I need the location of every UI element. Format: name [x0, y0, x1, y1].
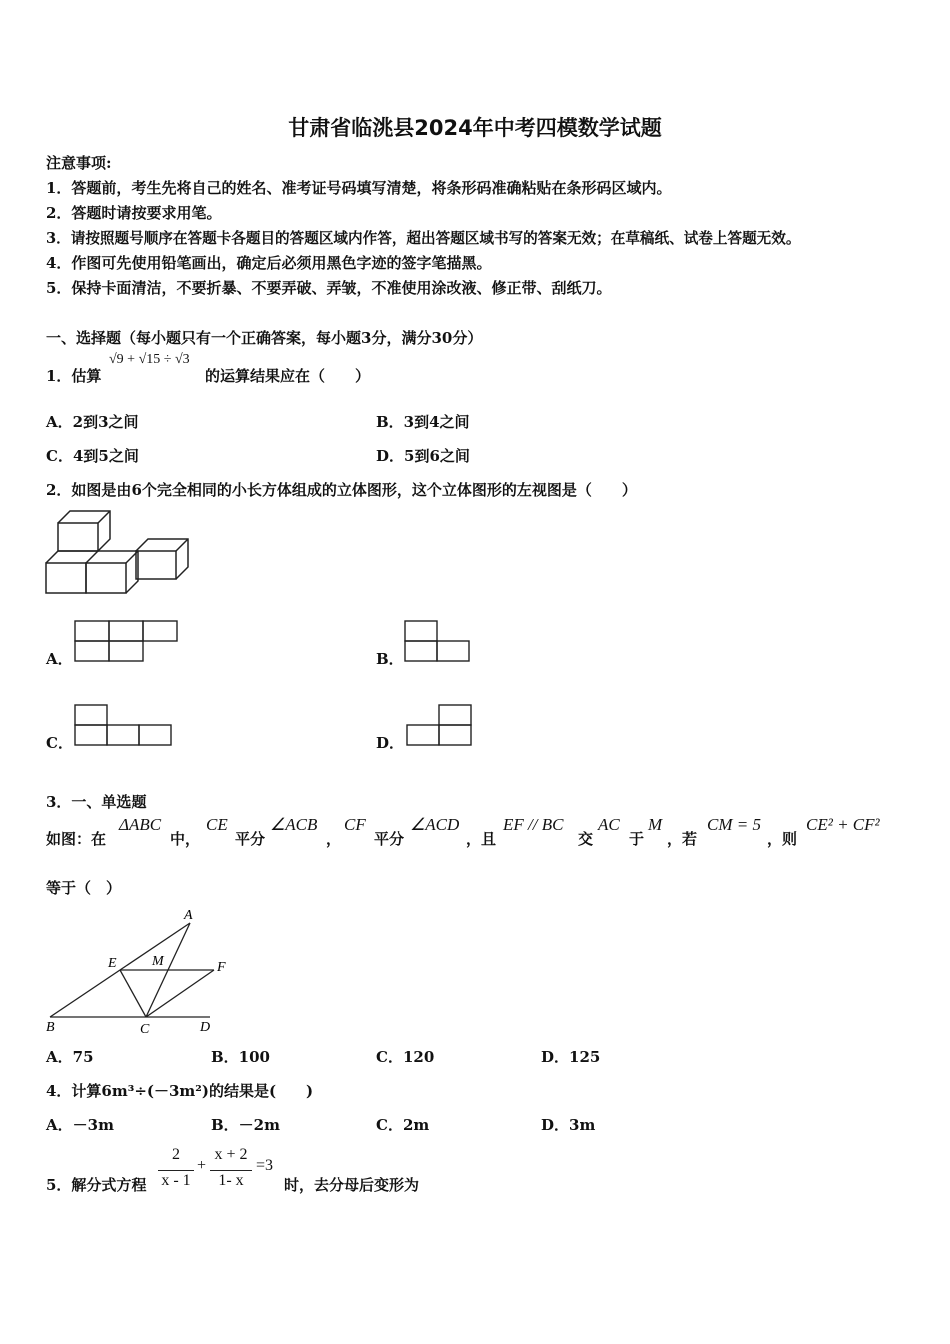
option-d: D．125	[541, 1048, 601, 1066]
q3-math: CM = 5	[707, 815, 761, 834]
q3-math: CF	[344, 815, 366, 834]
point-label: D	[200, 1020, 211, 1035]
fraction-1-numerator: 2	[172, 1146, 180, 1163]
point-label: M	[152, 954, 164, 969]
point-label: E	[108, 956, 117, 971]
q3-math: ∠ACD	[410, 815, 460, 834]
q3-math: EF // BC	[503, 815, 564, 834]
option-b: B．	[376, 650, 404, 668]
plus-sign: +	[197, 1157, 207, 1174]
point-label: F	[217, 960, 226, 975]
fraction-1-denominator: x - 1	[161, 1172, 191, 1189]
question-4-stem: 4．计算6m³÷(－3m²)的结果是( )	[46, 1082, 314, 1100]
q3-text: 交	[578, 830, 594, 848]
q3-text: ，若	[667, 830, 698, 848]
section-heading: 一、选择题（每小题只有一个正确答案，每小题3分，满分30分）	[46, 329, 483, 347]
triangle-figure	[42, 905, 242, 1037]
option-a-view	[73, 619, 183, 665]
q3-math: CE	[206, 815, 228, 834]
option-c: C．120	[376, 1048, 435, 1066]
q3-text: 平分	[374, 830, 405, 848]
question-2-stem: 2．如图是由6个完全相同的小长方体组成的立体图形，这个立体图形的左视图是（ ）	[46, 481, 637, 499]
q3-math: M	[648, 815, 663, 834]
q3-math: AC	[598, 815, 620, 834]
point-label: B	[46, 1020, 55, 1035]
fraction-2-numerator: x + 2	[214, 1146, 248, 1163]
notice-item: 2．答题时请按要求用笔。	[46, 204, 222, 222]
option-a: A．－3m	[46, 1116, 114, 1134]
question-1-prefix: 1．估算	[46, 367, 102, 385]
option-d: D．	[376, 734, 405, 752]
q3-math: CE² + CF²	[806, 815, 880, 834]
fraction-bar	[210, 1170, 252, 1171]
point-label: A	[184, 908, 193, 923]
q3-text: 于	[629, 830, 645, 848]
question-3-tail: 等于（ ）	[46, 879, 122, 897]
question-5-suffix: 时，去分母后变形为	[284, 1176, 420, 1194]
option-c: C．	[46, 734, 73, 752]
question-3-header: 3．一、单选题	[46, 793, 147, 811]
option-a: A．75	[46, 1048, 94, 1066]
q3-text: 中，	[170, 830, 201, 848]
notice-item: 1．答题前，考生先将自己的姓名、准考证号码填写清楚，将条形码准确粘贴在条形码区域内。	[46, 179, 672, 197]
option-b: B．－2m	[211, 1116, 280, 1134]
option-d: D．3m	[541, 1116, 596, 1134]
option-d: D．5到6之间	[376, 447, 470, 465]
option-c: C．2m	[376, 1116, 430, 1134]
page-title: 甘肃省临洮县2024年中考四模数学试题	[288, 116, 662, 140]
fraction-bar	[158, 1170, 194, 1171]
solid-figure	[44, 507, 196, 597]
notice-item: 5．保持卡面清洁，不要折暴、不要弄破、弄皱，不准使用涂改液、修正带、刮纸刀。	[46, 279, 612, 297]
point-label: C	[140, 1022, 150, 1037]
question-5-prefix: 5．解分式方程	[46, 1176, 147, 1194]
option-b-view	[403, 619, 475, 665]
option-d-view	[405, 703, 475, 749]
q3-math: ∠ACB	[270, 815, 318, 834]
notice-item: 4．作图可先使用铅笔画出，确定后必须用黑色字迹的签字笔描黑。	[46, 254, 492, 272]
q3-text: ，且	[466, 830, 497, 848]
q3-math: ΔABC	[119, 815, 162, 834]
q3-text: 如图：在	[46, 830, 107, 848]
notice-heading: 注意事项:	[46, 154, 112, 172]
notice-item: 3．请按照题号顺序在答题卡各题目的答题区域内作答，超出答题区域书写的答案无效；在草稿纸、试卷上答题无效。	[46, 230, 801, 247]
q3-text: ，	[326, 830, 342, 848]
fraction-2-denominator: 1- x	[218, 1172, 244, 1189]
q3-text: 平分	[235, 830, 266, 848]
equation-rhs: =3	[256, 1157, 274, 1174]
option-a: A．	[46, 650, 73, 668]
question-1-expression: √9 + √15 ÷ √3	[109, 352, 190, 367]
option-c: C．4到5之间	[46, 447, 139, 465]
option-b: B．100	[211, 1048, 270, 1066]
question-1-suffix: 的运算结果应在（ ）	[205, 367, 371, 385]
q3-text: ，则	[767, 830, 798, 848]
option-b: B．3到4之间	[376, 413, 470, 431]
option-a: A．2到3之间	[46, 413, 139, 431]
option-c-view	[73, 703, 177, 749]
